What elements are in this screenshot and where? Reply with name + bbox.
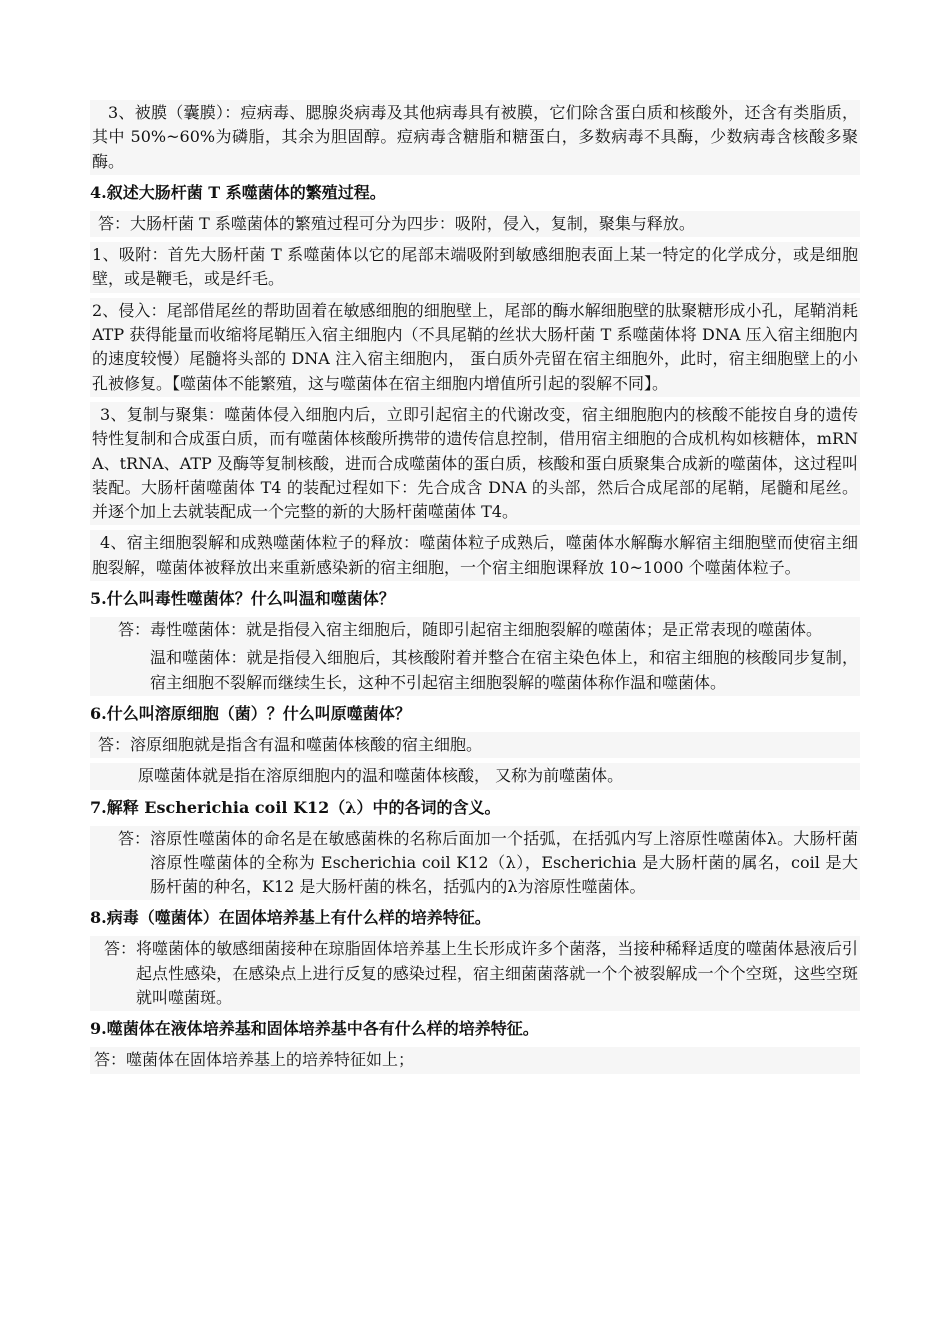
question-9-heading: 9.噬菌体在液体培养基和固体培养基中各有什么样的培养特征。 (90, 1019, 539, 1039)
question-4-step-4: 4、宿主细胞裂解和成熟噬菌体粒子的释放：噬菌体粒子成熟后，噬菌体水解酶水解宿主细胞壁而使宿主细胞裂解，噬菌体被释放出来重新感染新的宿主细胞，一个宿主细胞课释放 10~1000 个噬菌体粒子。 (90, 530, 860, 581)
question-5-answer-block (90, 617, 860, 696)
question-6-heading: 6.什么叫溶原细胞（菌）？什么叫原噬菌体？ (90, 703, 411, 723)
question-7-heading: 7.解释 Escherichia coil K12（λ）中的各词的含义。 (90, 797, 501, 817)
paragraph-envelope: 3、被膜（囊膜）：痘病毒、腮腺炎病毒及其他病毒具有被膜，它们除含蛋白质和核酸外，还含有类脂质，其中 50%~60%为磷脂，其余为胆固醇。痘病毒含糖脂和糖蛋白，多数病毒不具酶，少数病毒含核酸多聚酶。 (90, 100, 860, 175)
question-7-answer: 溶原性噬菌体的命名是在敏感菌株的名称后面加一个括弧，在括弧内写上溶原性噬菌体λ。大肠杆菌溶原性噬菌体的全称为 Escherichia coil K12（λ），Escherichia 是大肠杆菌的属名，coil 是大肠杆菌的种名，K12 是大肠杆菌的株名，括弧内的λ为溶原性噬菌体。 (150, 828, 858, 897)
question-5-heading: 5.什么叫毒性噬菌体？什么叫温和噬菌体？ (90, 589, 395, 609)
question-8-answer: 将噬菌体的敏感细菌接种在琼脂固体培养基上生长形成许多个菌落，当接种稀释适度的噬菌体悬液后引起点性感染，在感染点上进行反复的感染过程，宿主细菌菌落就一个个被裂解成一个个空斑，这些空斑就叫噬菌斑。 (136, 939, 858, 1008)
question-4-step-2: 2、侵入：尾部借尾丝的帮助固着在敏感细胞的细胞壁上，尾部的酶水解细胞壁的肽聚糖形成小孔，尾鞘消耗 ATP 获得能量而收缩将尾鞘压入宿主细胞内（不具尾鞘的丝状大肠杆菌 T 系噬菌体将 DNA 压入宿主细胞内的速度较慢）尾髓将头部的 DNA 注入宿主细胞内， 蛋白质外壳留在宿主细胞外，此时，宿主细胞壁上的小孔被修复。【噬菌体不能繁殖，这与噬菌体在宿主细胞内增值所引起的裂解不同】。 (90, 298, 860, 397)
question-7-answer-block (90, 826, 860, 901)
question-5-answer-temperate: 温和噬菌体：就是指侵入细胞后，其核酸附着并整合在宿主染色体上，和宿主细胞的核酸同步复制，宿主细胞不裂解而继续生长，这种不引起宿主细胞裂解的噬菌体称作温和噬菌体。 (150, 648, 858, 692)
question-8-answer-block (90, 936, 860, 1011)
question-4-heading: 4.叙述大肠杆菌 T 系噬菌体的繁殖过程。 (90, 182, 386, 202)
question-4-answer: 答：大肠杆菌 T 系噬菌体的繁殖过程可分为四步：吸附，侵入，复制，聚集与释放。 (90, 211, 860, 237)
question-6-answer-lysogen: 答：溶原细胞就是指含有温和噬菌体核酸的宿主细胞。 (90, 732, 860, 758)
question-9-answer: 答：噬菌体在固体培养基上的培养特征如上； (90, 1047, 860, 1073)
answer-label: 答： (104, 939, 137, 959)
question-6-answer-prophage: 原噬菌体就是指在溶原细胞内的温和噬菌体核酸， 又称为前噬菌体。 (90, 763, 860, 789)
answer-label: 答： (118, 620, 151, 640)
question-5-answer-virulent: 毒性噬菌体：就是指侵入宿主细胞后，随即引起宿主细胞裂解的噬菌体；是正常表现的噬菌体。 (150, 620, 823, 640)
document-page (90, 100, 860, 1079)
question-4-step-1: 1、吸附：首先大肠杆菌 T 系噬菌体以它的尾部末端吸附到敏感细胞表面上某一特定的化学成分，或是细胞壁，或是鞭毛，或是纤毛。 (90, 242, 860, 293)
question-4-step-3: 3、复制与聚集：噬菌体侵入细胞内后，立即引起宿主的代谢改变，宿主细胞胞内的核酸不能按自身的遗传特性复制和合成蛋白质，而有噬菌体核酸所携带的遗传信息控制，借用宿主细胞的合成机构如核糖体，mRNA、tRNA、ATP 及酶等复制核酸，进而合成噬菌体的蛋白质，核酸和蛋白质聚集合成新的噬菌体，这过程叫装配。大肠杆菌噬菌体 T4 的装配过程如下：先合成含 DNA 的头部，然后合成尾部的尾鞘，尾髓和尾丝。并逐个加上去就装配成一个完整的新的大肠杆菌噬菌体 T4。 (90, 402, 860, 525)
question-8-heading: 8.病毒（噬菌体）在固体培养基上有什么样的培养特征。 (90, 908, 491, 928)
answer-label: 答： (118, 828, 151, 848)
